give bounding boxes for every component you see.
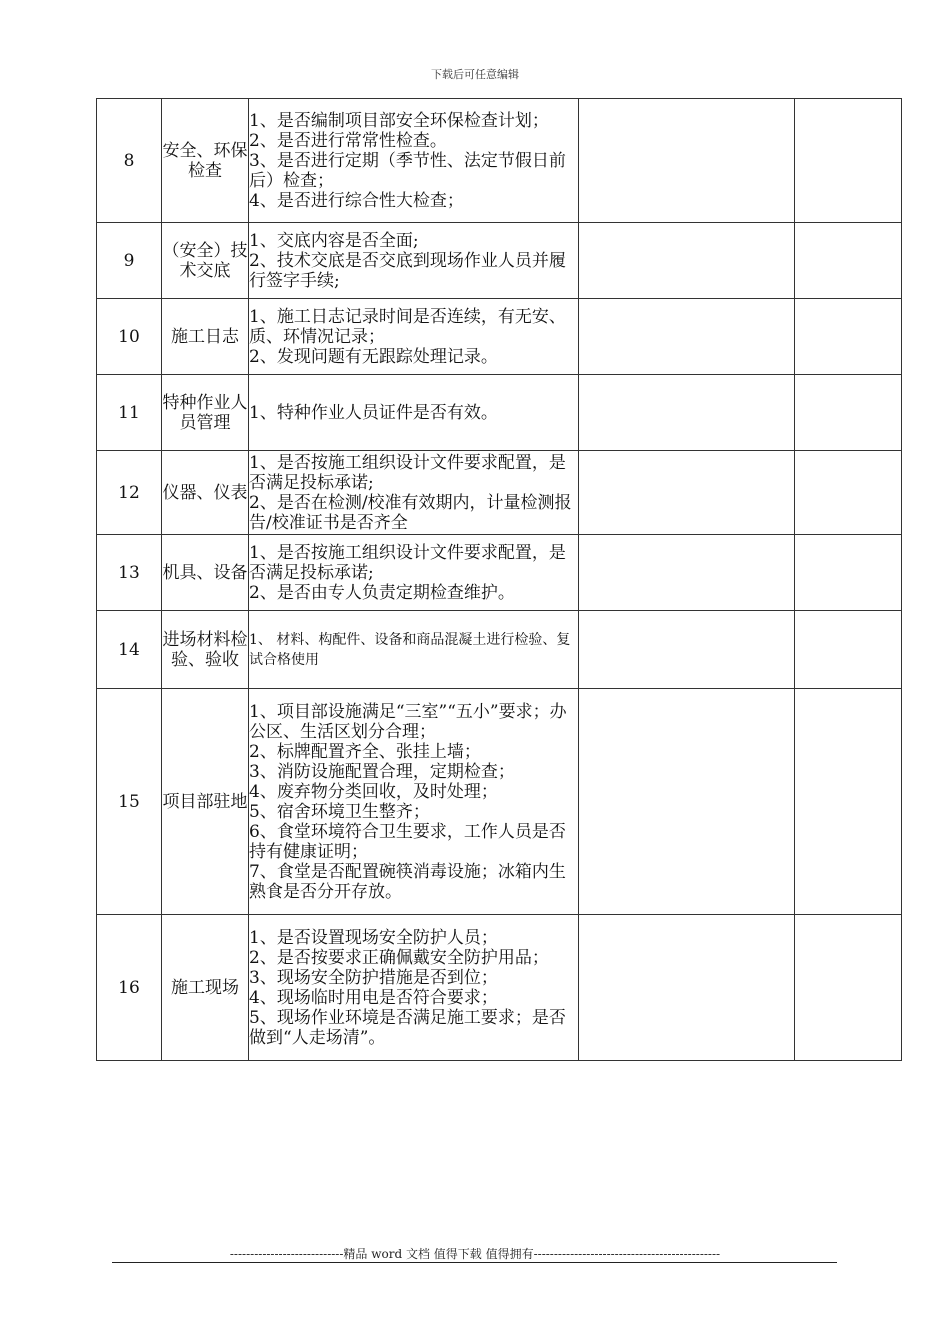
remark-cell: [795, 223, 902, 299]
table-row: [97, 451, 902, 535]
remark-cell: [795, 375, 902, 451]
table-row: [97, 99, 902, 223]
check-content: [249, 375, 579, 451]
remark-cell: [795, 689, 902, 915]
content-line: 2、发现问题有无跟踪处理记录。: [249, 346, 498, 367]
check-item: （安全）技术交底: [162, 223, 249, 299]
check-content: [249, 223, 579, 299]
check-content: [249, 915, 579, 1061]
check-item: 项目部驻地: [162, 689, 249, 915]
content-line: 1、项目部设施满足“三室”“五小”要求；办公区、生活区划分合理；: [249, 701, 567, 742]
result-cell: [579, 99, 795, 223]
content-line: 2、是否进行常常性检查。: [249, 130, 447, 151]
content-line: 6、食堂环境符合卫生要求，工作人员是否持有健康证明；: [249, 821, 566, 862]
content-line: 3、现场安全防护措施是否到位；: [249, 967, 498, 988]
check-content: [249, 611, 579, 689]
row-number: 16: [97, 915, 162, 1061]
result-cell: [579, 535, 795, 611]
footer-divider: [112, 1262, 837, 1263]
remark-cell: [795, 915, 902, 1061]
content-line: 1、是否按施工组织设计文件要求配置，是否满足投标承诺;: [249, 542, 566, 583]
remark-cell: [795, 611, 902, 689]
check-content: [249, 535, 579, 611]
result-cell: [579, 375, 795, 451]
remark-cell: [795, 299, 902, 375]
check-item: 进场材料检验、验收: [162, 611, 249, 689]
check-item: 施工日志: [162, 299, 249, 375]
row-number: 8: [97, 99, 162, 223]
content-line: 5、宿舍环境卫生整齐；: [249, 801, 430, 822]
check-item: 机具、设备: [162, 535, 249, 611]
table-row: [97, 375, 902, 451]
remark-cell: [795, 451, 902, 535]
content-line: 1、是否编制项目部安全环保检查计划；: [249, 110, 549, 131]
content-line: 3、消防设施配置合理，定期检查；: [249, 761, 515, 782]
result-cell: [579, 915, 795, 1061]
content-line: 3、是否进行定期（季节性、法定节假日前后）检查；: [249, 150, 566, 191]
check-content: [249, 99, 579, 223]
content-line: 2、技术交底是否交底到现场作业人员并履行签字手续;: [249, 250, 566, 291]
check-item: 安全、环保检查: [162, 99, 249, 223]
check-item: 特种作业人员管理: [162, 375, 249, 451]
content-line: 4、废弃物分类回收，及时处理；: [249, 781, 498, 802]
table-row: [97, 223, 902, 299]
check-item: 仪器、仪表: [162, 451, 249, 535]
check-content: [249, 689, 579, 915]
check-content: [249, 299, 579, 375]
result-cell: [579, 611, 795, 689]
content-line: 1、特种作业人员证件是否有效。: [249, 402, 498, 423]
row-number: 15: [97, 689, 162, 915]
row-number: 14: [97, 611, 162, 689]
remark-cell: [795, 99, 902, 223]
remark-cell: [795, 535, 902, 611]
content-line: 1、是否按施工组织设计文件要求配置，是否满足投标承诺;: [249, 452, 566, 493]
footer-note: ----------------------------精品 word 文档 值得下载 值得拥有----------------------------------------------: [229, 1247, 721, 1261]
page-header-note: 下载后可任意编辑: [431, 68, 519, 81]
content-line: 2、是否按要求正确佩戴安全防护用品；: [249, 947, 549, 968]
table-row: [97, 299, 902, 375]
content-line: 1、施工日志记录时间是否连续，有无安、质、环情况记录；: [249, 306, 566, 347]
row-number: 13: [97, 535, 162, 611]
result-cell: [579, 223, 795, 299]
check-item: 施工现场: [162, 915, 249, 1061]
content-line: 4、是否进行综合性大检查；: [249, 190, 464, 211]
content-line: 1、 材料、构配件、设备和商品混凝土进行检验、复试合格使用: [249, 631, 571, 668]
content-line: 1、交底内容是否全面;: [249, 230, 419, 251]
content-line: 2、是否由专人负责定期检查维护。: [249, 582, 515, 603]
check-content: [249, 451, 579, 535]
content-line: 7、食堂是否配置碗筷消毒设施；冰箱内生熟食是否分开存放。: [249, 861, 566, 902]
inspection-table: [96, 98, 902, 1061]
content-line: 1、是否设置现场安全防护人员；: [249, 927, 498, 948]
table-row: [97, 915, 902, 1061]
content-line: 2、标牌配置齐全、张挂上墙；: [249, 741, 481, 762]
content-line: 2、是否在检测/校准有效期内，计量检测报告/校准证书是否齐全: [249, 492, 572, 533]
row-number: 11: [97, 375, 162, 451]
table-row: [97, 535, 902, 611]
row-number: 9: [97, 223, 162, 299]
result-cell: [579, 451, 795, 535]
result-cell: [579, 689, 795, 915]
result-cell: [579, 299, 795, 375]
table-row: [97, 611, 902, 689]
content-line: 4、现场临时用电是否符合要求；: [249, 987, 498, 1008]
row-number: 12: [97, 451, 162, 535]
row-number: 10: [97, 299, 162, 375]
content-line: 5、现场作业环境是否满足施工要求；是否做到“人走场清”。: [249, 1007, 566, 1048]
table-row: [97, 689, 902, 915]
